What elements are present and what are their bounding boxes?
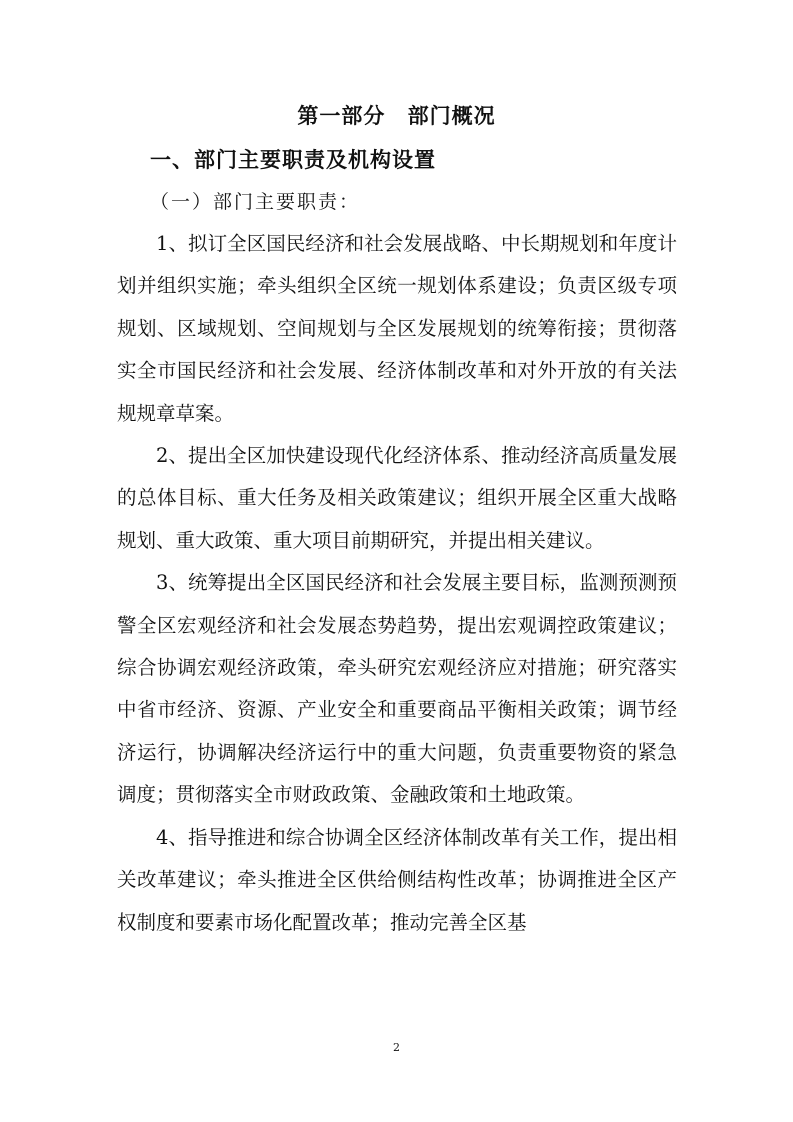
part-title: 第一部分 部门概况 — [297, 104, 496, 128]
paragraph-3: 3、统筹提出全区国民经济和社会发展主要目标，监测预测预警全区宏观经济和社会发展态势趋势，提出宏观调控政策建议；综合协调宏观经济政策，牵头研究宏观经济应对措施；研究落实中省市经济、资源、产业安全和重要商品平衡相关政策；调节经济运行，协调解决经济运行中的重大问题，负责重要物资的紧急调度；贯彻落实全市财政政策、金融政策和土地政策。 — [117, 571, 677, 807]
section-title: 一、部门主要职责及机构设置 — [150, 148, 436, 172]
paragraph-1: 1、拟订全区国民经济和社会发展战略、中长期规划和年度计划并组织实施；牵头组织全区统一规划体系建设；负责区级专项规划、区域规划、空间规划与全区发展规划的统筹衔接；贯彻落实全市国民经济和社会发展、经济体制改革和对外开放的有关法规规章草案。 — [117, 232, 677, 425]
sub-title: （一）部门主要职责： — [150, 191, 361, 213]
paragraph-2: 2、提出全区加快建设现代化经济体系、推动经济高质量发展的总体目标、重大任务及相关政策建议；组织开展全区重大战略规划、重大政策、重大项目前期研究，并提出相关建议。 — [117, 444, 677, 552]
body-text — [117, 223, 677, 944]
paragraph-4: 4、指导推进和综合协调全区经济体制改革有关工作，提出相关改革建议；牵头推进全区供给侧结构性改革；协调推进全区产权制度和要素市场化配置改革；推动完善全区基 — [117, 825, 677, 934]
page-number: 2 — [393, 1041, 400, 1054]
